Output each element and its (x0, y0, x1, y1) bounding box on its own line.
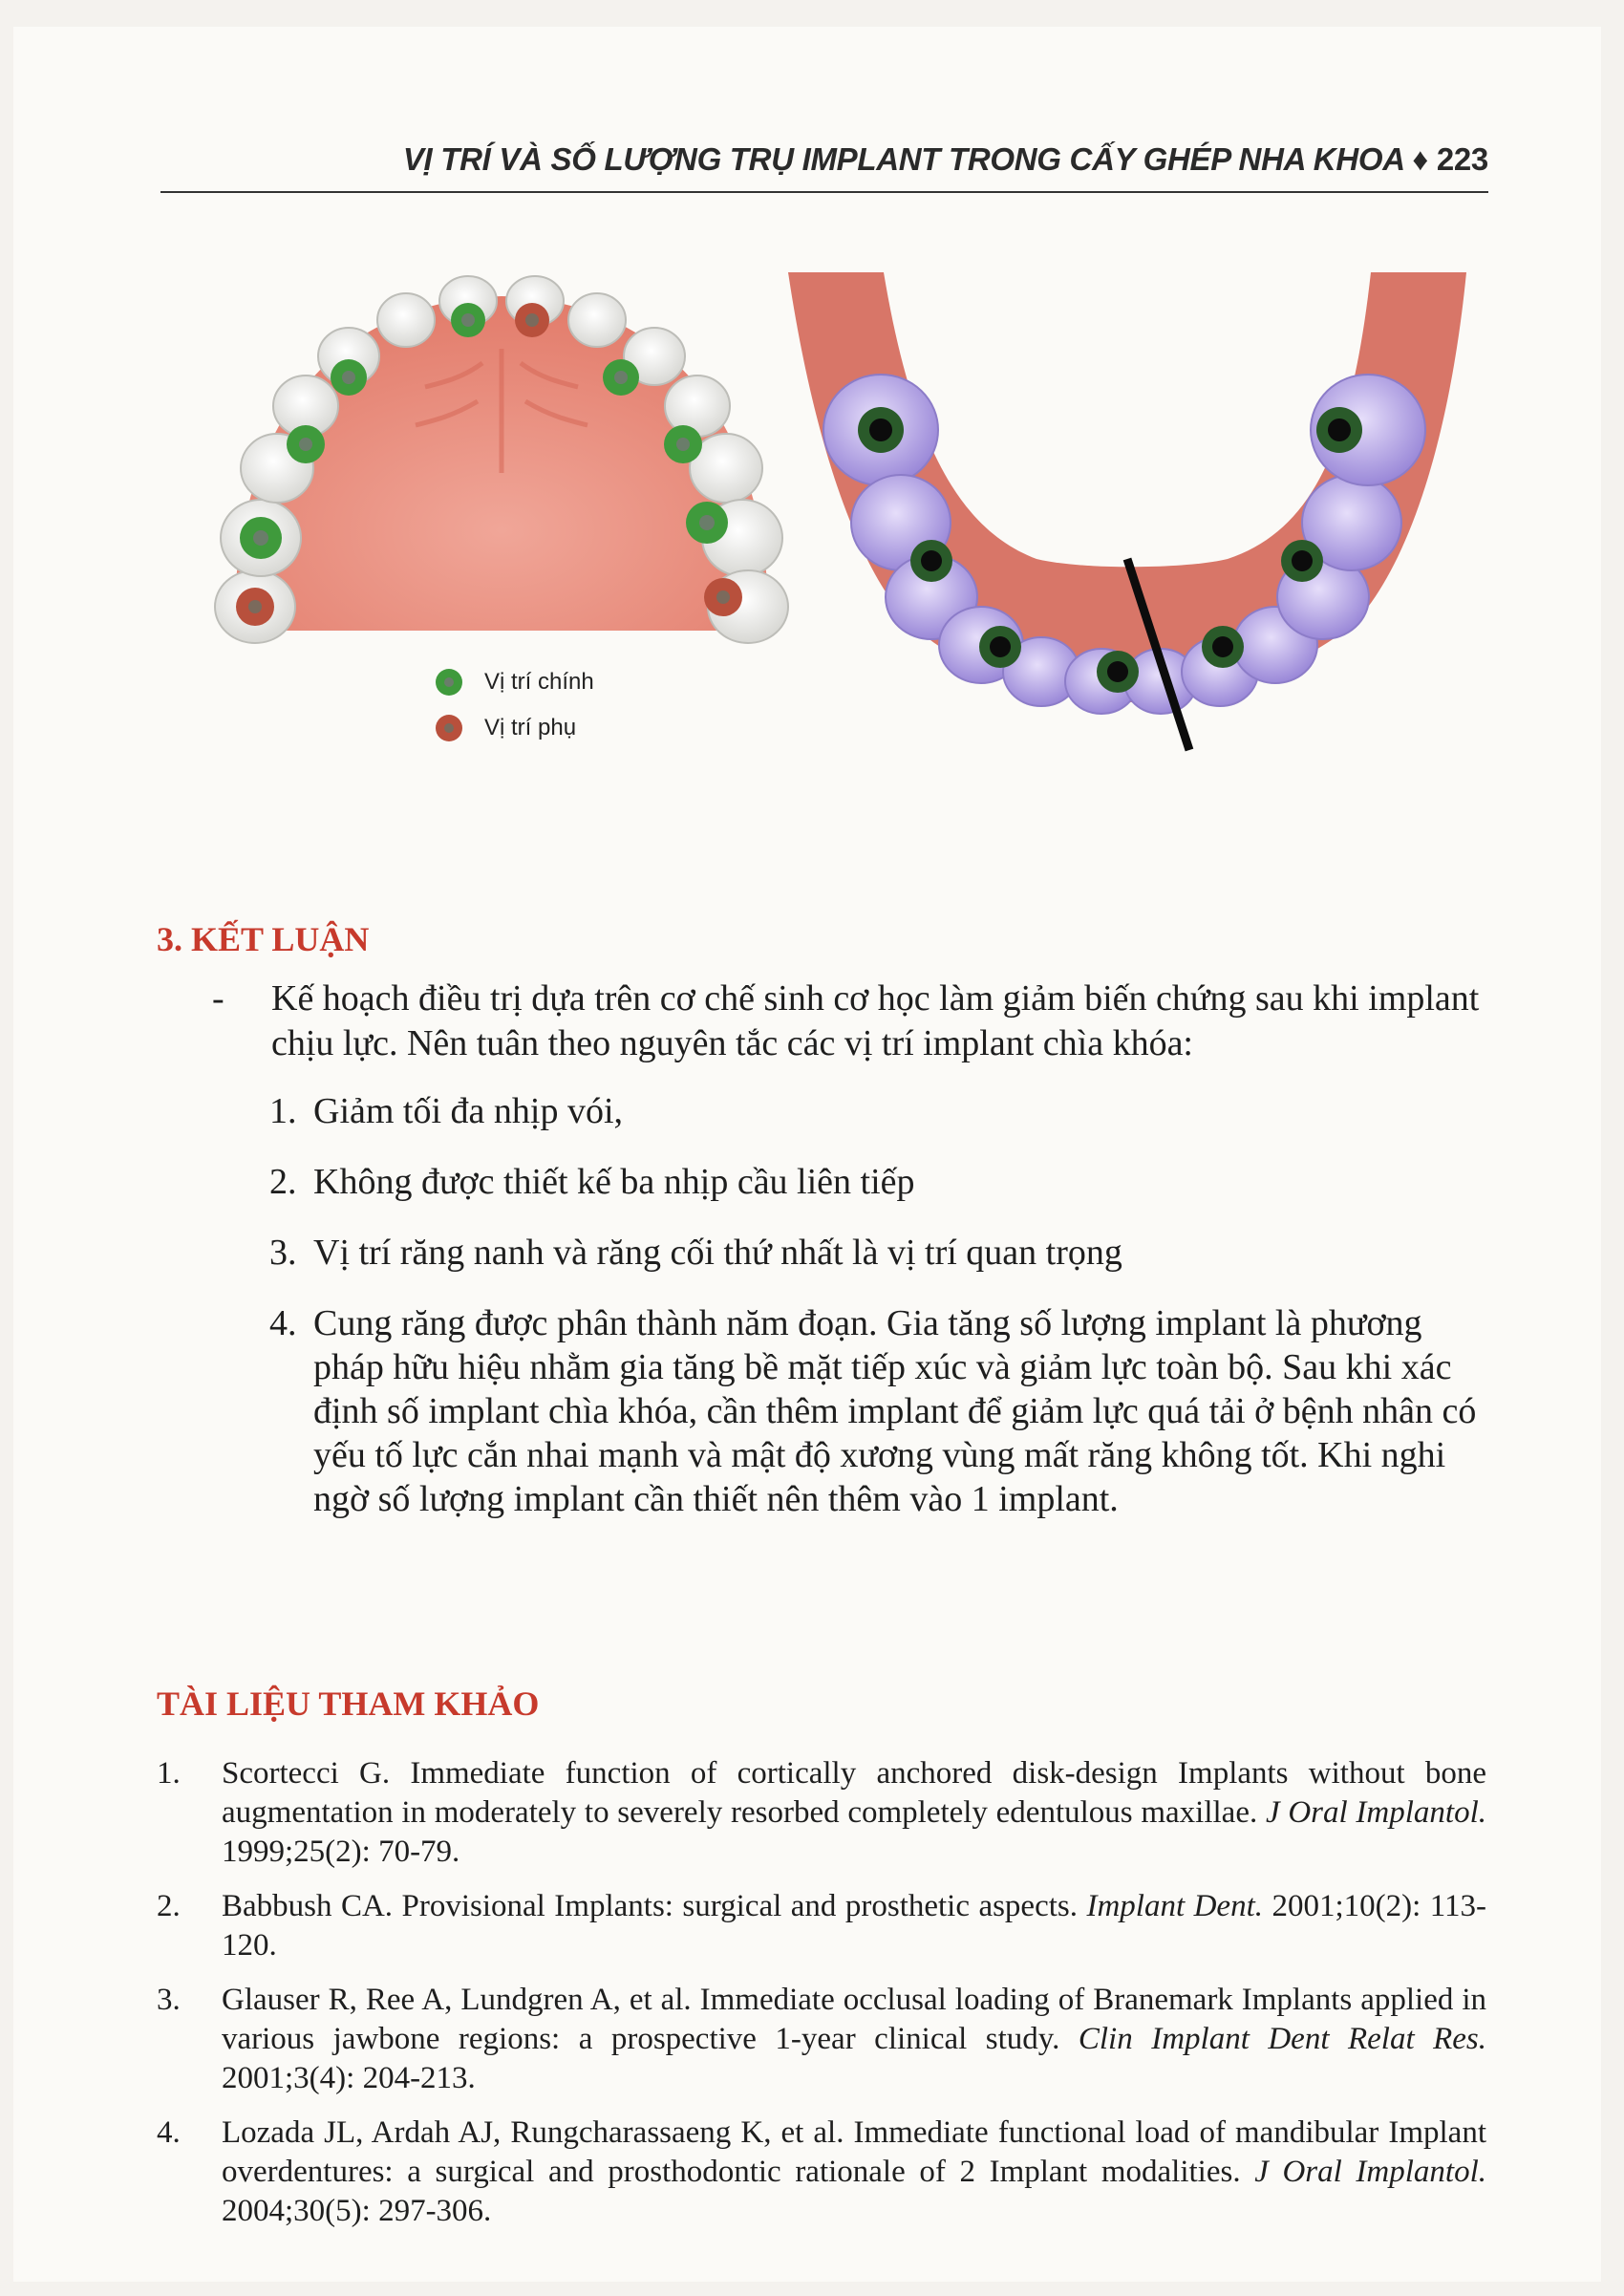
upper-arch-figure (196, 272, 807, 654)
legend-label-secondary: Vị trí phụ (484, 715, 577, 740)
legend-primary-dot-icon (435, 668, 463, 697)
reference-item: 3. Glauser R, Ree A, Lundgren A, et al. Immediate occlusal loading of Branemark Implants applied in various jawbone regions: a prospective 1-year clinical study. Clin Implant Dent Relat Res. 2001;3(4): 204-213. (157, 1983, 1486, 2095)
running-header-title: VỊ TRÍ VÀ SỐ LƯỢNG TRỤ IMPLANT TRONG CẤY GHÉP NHA KHOA (402, 141, 1404, 177)
implant-marker (1202, 626, 1244, 668)
reference-item: 1. Scortecci G. Immediate function of cortically anchored disk-design Implants without bone augmentation in moderately to severely resorbed completely edentulous maxillae. J Oral Implantol. 1999;25(2): 70-79. (157, 1756, 1486, 1869)
header-rule (160, 191, 1488, 193)
implant-marker (979, 626, 1021, 668)
figure-legend (435, 659, 594, 751)
implant-primary-marker (664, 425, 702, 463)
implant-marker (1097, 651, 1139, 693)
header-separator: ♦ (1412, 141, 1428, 177)
implant-marker (1281, 540, 1323, 582)
implant-secondary-marker (515, 303, 549, 337)
lower-arch-figure (779, 272, 1485, 769)
legend-secondary-dot-icon (435, 714, 463, 742)
implant-primary-marker (451, 303, 485, 337)
reference-item: 2. Babbush CA. Provisional Implants: surgical and prosthetic aspects. Implant Dent. 2001;10(2): 113-120. (157, 1889, 1486, 1963)
implant-secondary-marker (236, 588, 274, 626)
list-item: 4. Cung răng được phân thành năm đoạn. Gia tăng số lượng implant là phương pháp hữu hiệu nhằm gia tăng bề mặt tiếp xúc và giảm lực toàn bộ. Sau khi xác định số implant chìa khóa, cần thêm implant để giảm lực quá tải ở bệnh nhân có yếu tố lực cắn nhai mạnh và mật độ xương vùng mất răng không tốt. Khi nghi ngờ số lượng implant cần thiết nên thêm vào 1 implant. (269, 1303, 1477, 1519)
implant-primary-marker (287, 425, 325, 463)
running-header (160, 141, 1488, 178)
implant-marker (1316, 407, 1362, 453)
implant-primary-marker (603, 359, 639, 396)
implant-marker (910, 540, 952, 582)
implant-primary-marker (331, 359, 367, 396)
legend-label-primary: Vị trí chính (484, 669, 594, 695)
implant-primary-marker (686, 502, 728, 544)
list-item: 3. Vị trí răng nanh và răng cối thứ nhất là vị trí quan trọng (269, 1233, 1122, 1273)
list-item: 2. Không được thiết kế ba nhịp cầu liên tiếp (269, 1162, 915, 1202)
implant-primary-marker (240, 517, 282, 559)
legend-item-primary (435, 659, 594, 705)
conclusion-intro: Kế hoạch điều trị dựa trên cơ chế sinh cơ học làm giảm biến chứng sau khi implant chịu lực. Nên tuân theo nguyên tắc các vị trí implant chìa khóa: (271, 978, 1480, 1063)
page-number: 223 (1436, 141, 1488, 177)
implant-marker (858, 407, 904, 453)
list-item: 1. Giảm tối đa nhịp vói, (269, 1091, 624, 1131)
bullet-dash: - (212, 978, 224, 1019)
reference-item: 4. Lozada JL, Ardah AJ, Rungcharassaeng K, et al. Immediate functional load of mandibular Implant overdentures: a surgical and prosthodontic rationale of 2 Implant modalities. J Oral Implantol. 2004;30(5): 297-306. (157, 2115, 1486, 2228)
legend-item-secondary (435, 705, 594, 751)
conclusion-list (269, 1089, 1485, 1548)
section-heading: 3. KẾT LUẬN (157, 920, 370, 958)
references-list (157, 1754, 1486, 2246)
conclusion-paragraph (212, 976, 1485, 1066)
references-heading: TÀI LIỆU THAM KHẢO (157, 1684, 540, 1723)
implant-secondary-marker (704, 578, 742, 616)
